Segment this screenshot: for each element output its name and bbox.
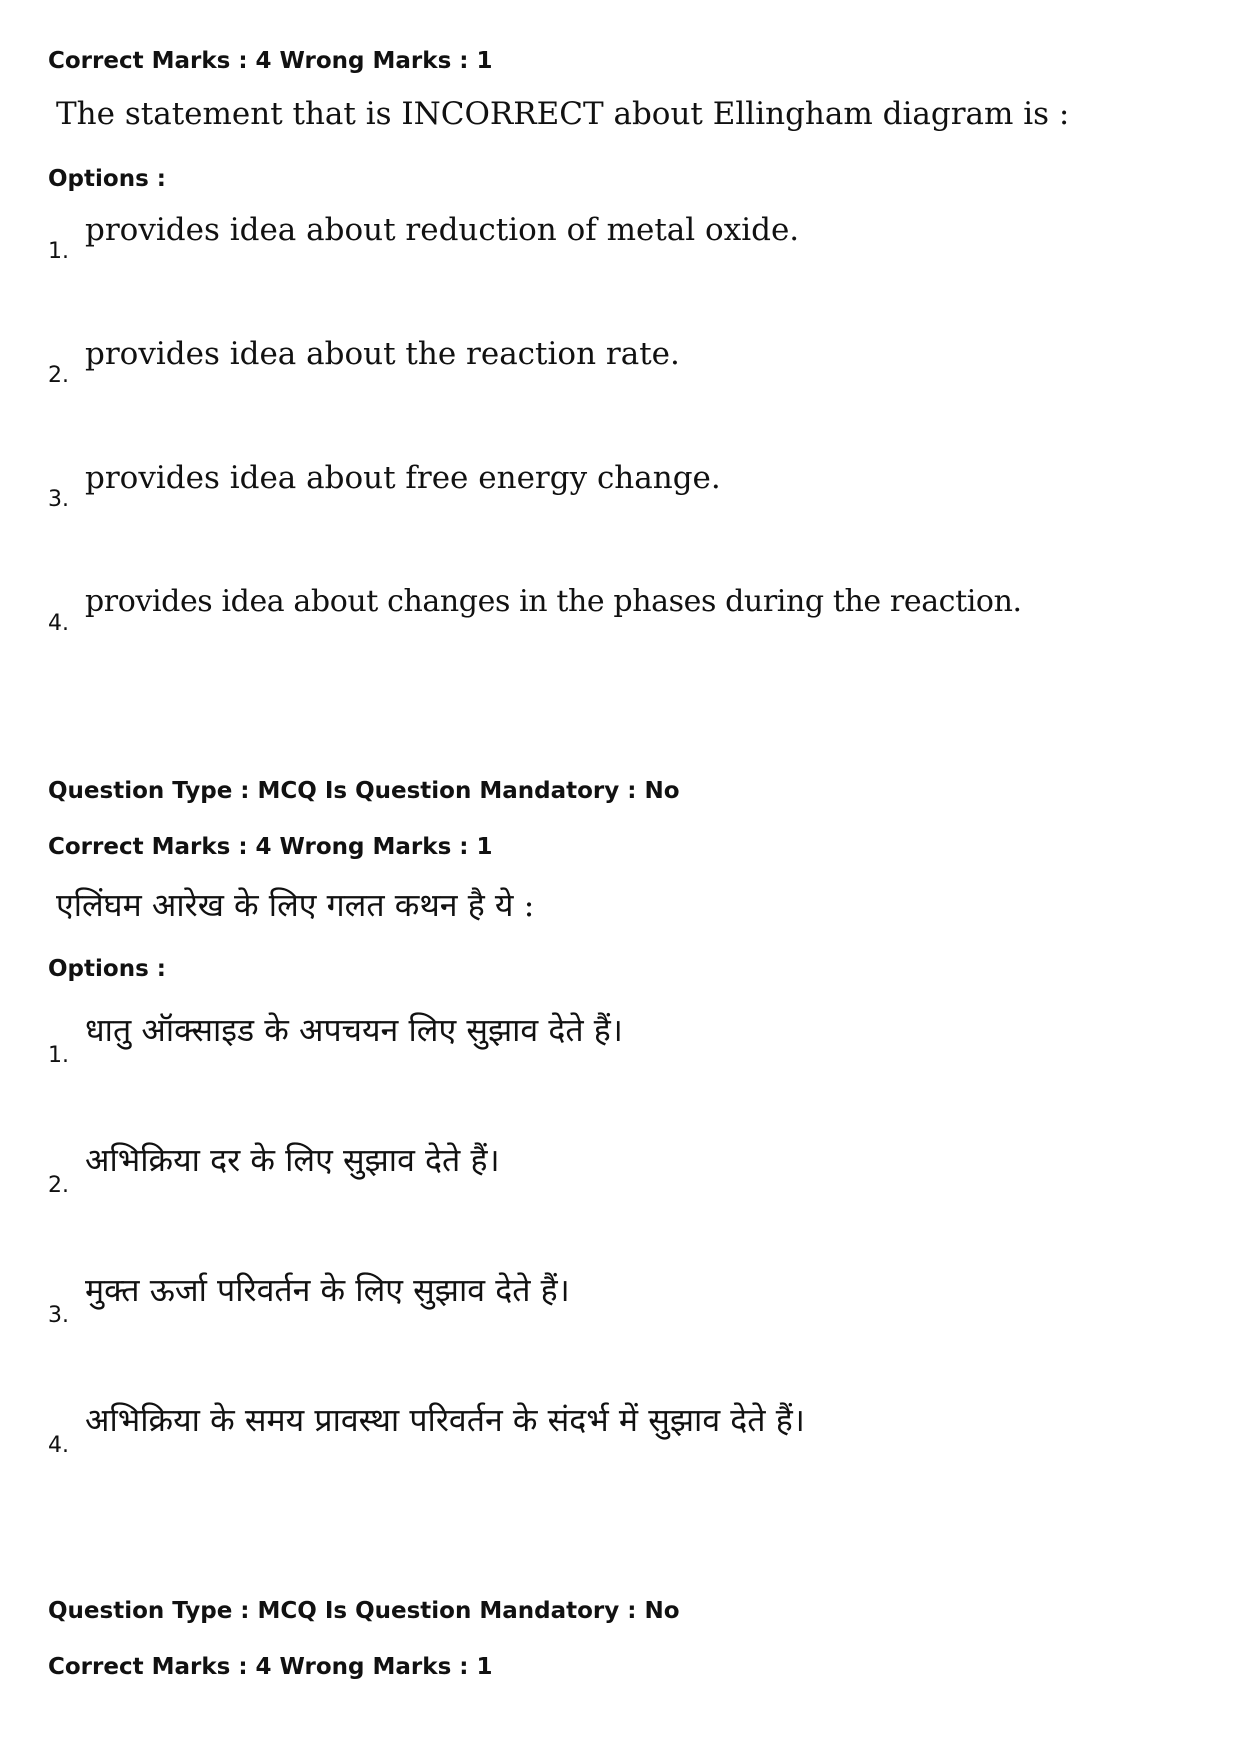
question-type-line: Question Type : MCQ Is Question Mandatory : No [48, 1598, 680, 1624]
option-number: 2. [48, 363, 69, 388]
question-text: The statement that is INCORRECT about Ellingham diagram is : [56, 96, 1070, 132]
options-label: Options : [48, 166, 166, 192]
option-number: 4. [48, 611, 69, 636]
option-number: 2. [48, 1173, 69, 1198]
option-text: provides idea about changes in the phases during the reaction. [85, 584, 1022, 619]
option-text: provides idea about free energy change. [85, 460, 721, 496]
question-type-line: Question Type : MCQ Is Question Mandatory : No [48, 778, 680, 804]
question-text: एलिंघम आरेख के लिए गलत कथन है ये : [56, 886, 535, 924]
option-text: अभिक्रिया के समय प्रावस्था परिवर्तन के संदर्भ में सुझाव देते हैं। [85, 1401, 805, 1439]
option-number: 4. [48, 1433, 69, 1458]
correct-wrong-marks: Correct Marks : 4 Wrong Marks : 1 [48, 1654, 493, 1680]
option-number: 1. [48, 239, 69, 264]
option-text: मुक्त ऊर्जा परिवर्तन के लिए सुझाव देते हैं। [85, 1271, 570, 1309]
correct-wrong-marks: Correct Marks : 4 Wrong Marks : 1 [48, 48, 493, 74]
option-number: 1. [48, 1043, 69, 1068]
option-text: provides idea about the reaction rate. [85, 336, 680, 372]
option-text: अभिक्रिया दर के लिए सुझाव देते हैं। [85, 1141, 500, 1179]
option-text: provides idea about reduction of metal oxide. [85, 212, 800, 248]
option-number: 3. [48, 1303, 69, 1328]
option-text: धातु ऑक्साइड के अपचयन लिए सुझाव देते हैं। [85, 1011, 623, 1049]
option-number: 3. [48, 487, 69, 512]
correct-wrong-marks: Correct Marks : 4 Wrong Marks : 1 [48, 834, 493, 860]
options-label: Options : [48, 956, 166, 982]
